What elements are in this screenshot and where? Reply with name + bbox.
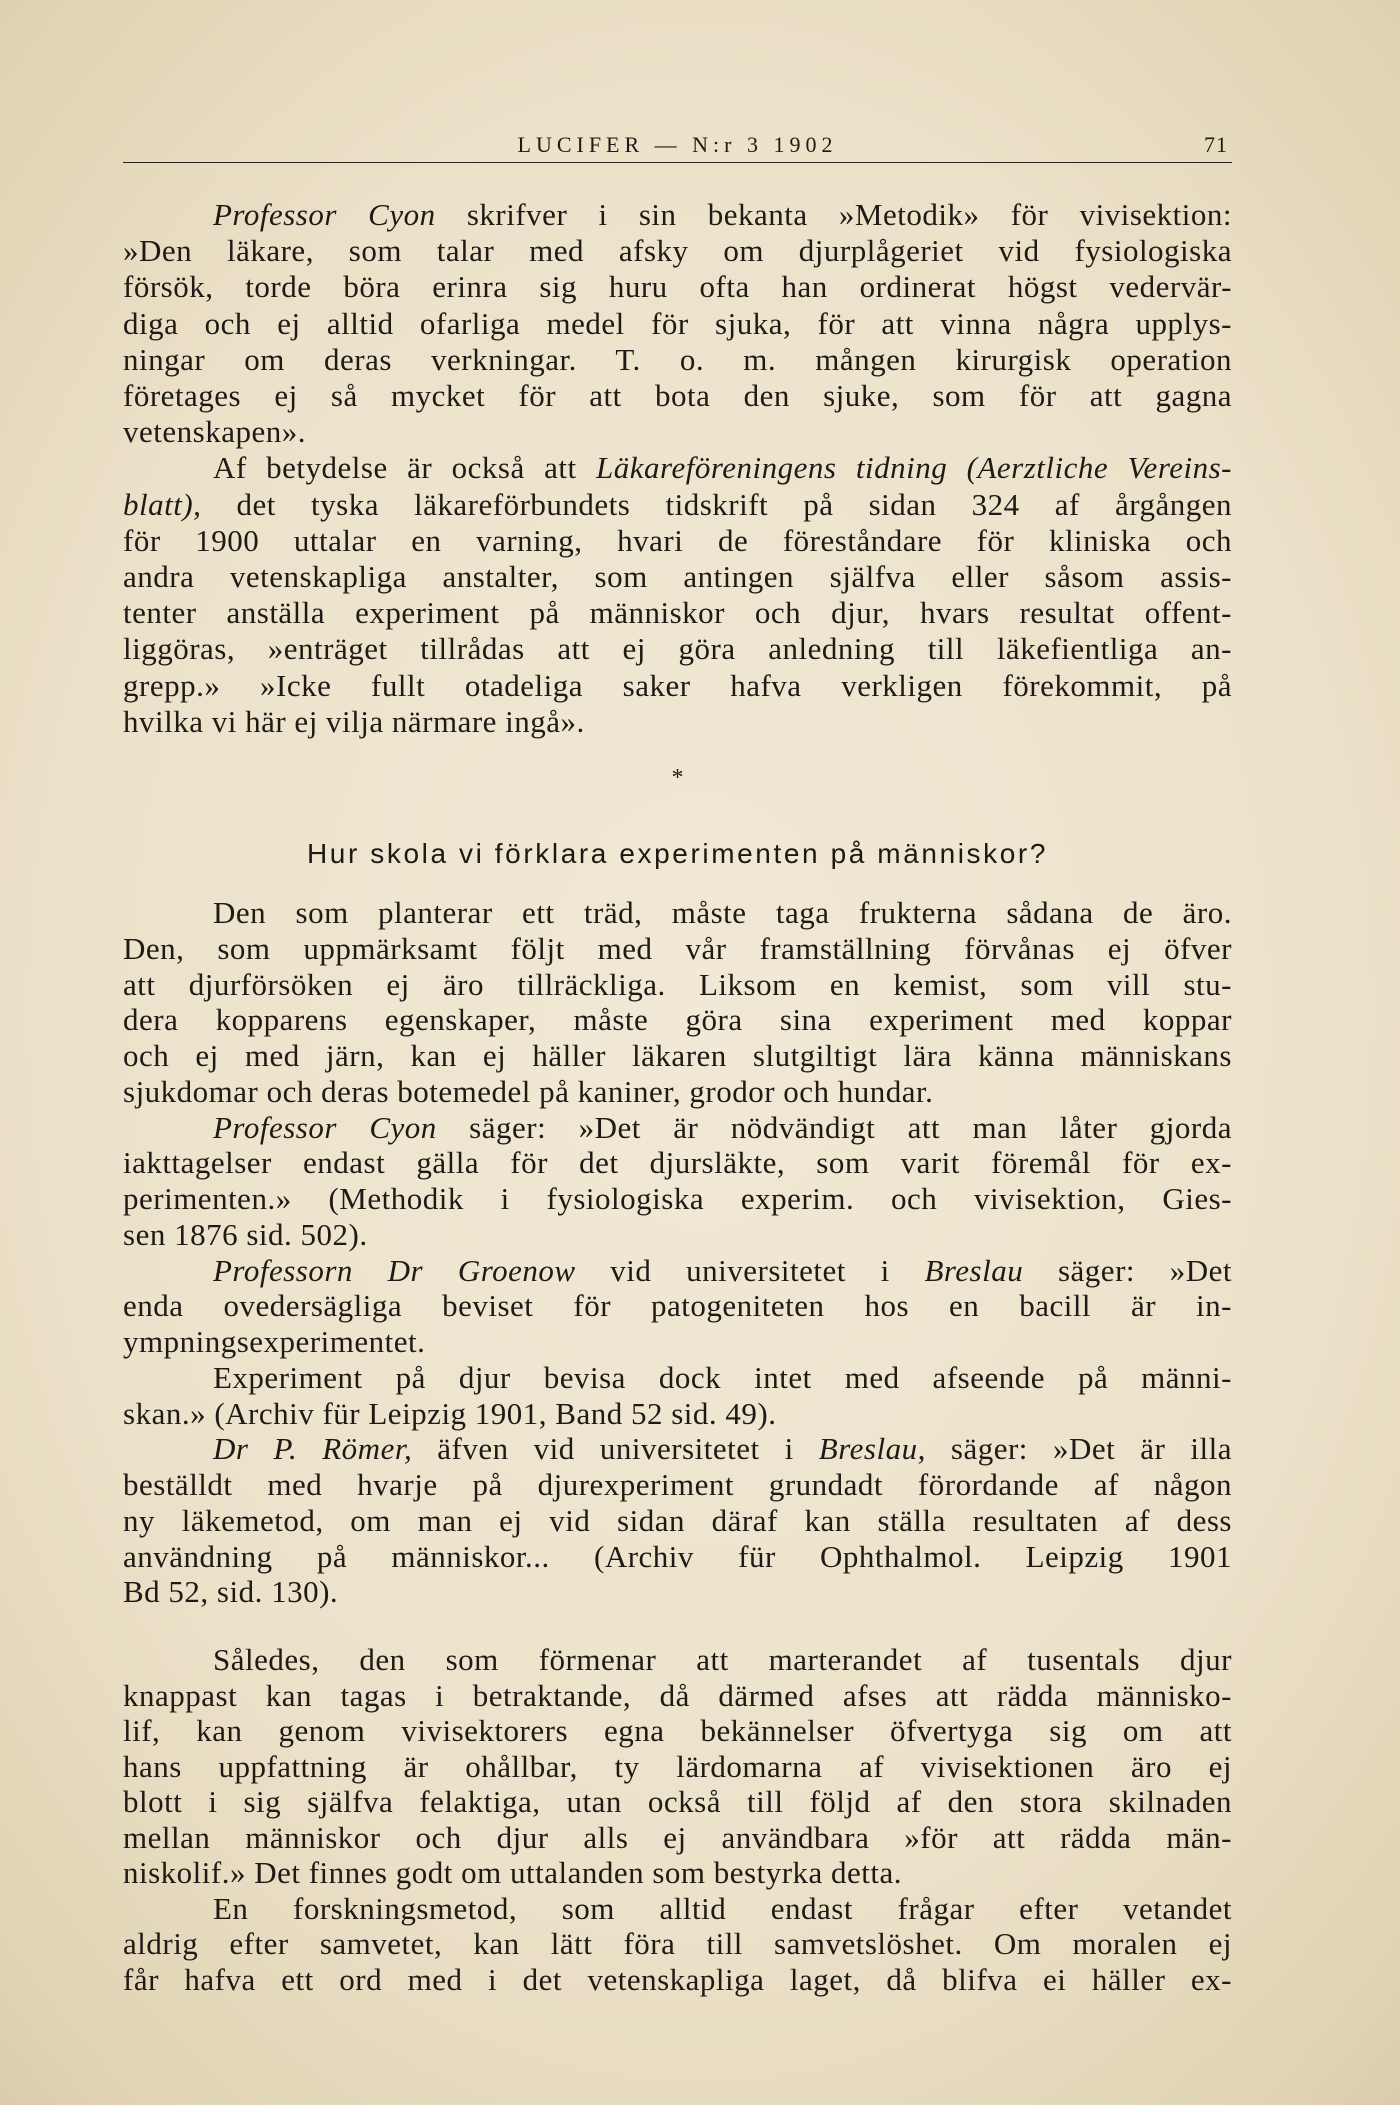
text-line [123, 1074, 1232, 1110]
italic-text: Breslau, [818, 1431, 926, 1467]
text-line [123, 523, 1232, 559]
text-line [123, 1539, 1232, 1575]
text-segment: ningar om deras verkningar. T. o. m. mången kirurgisk operation [123, 341, 1232, 377]
section-separator-asterisk: * [671, 765, 684, 791]
text-segment: diga och ej alltid ofarliga medel för sjuka, för att vinna några upplys- [123, 305, 1232, 341]
text-segment: Den som planterar ett träd, måste taga frukterna sådana de äro. [213, 895, 1232, 930]
paragraph-continued [123, 1891, 1232, 1998]
text-segment: sjukdomar och deras botemedel på kaniner, grodor och hundar. [123, 1073, 934, 1109]
text-line [123, 1784, 1232, 1820]
header-rule [123, 162, 1232, 163]
text-line [123, 1962, 1232, 1998]
text-line [123, 1503, 1232, 1539]
text-segment: att djurförsöken ej äro tillräckliga. Liksom en kemist, som vill stu- [123, 966, 1232, 1002]
text-segment: En forskningsmetod, som alltid endast frågar efter vetandet [213, 1890, 1232, 1926]
text-segment: lif, kan genom vivisektorers egna bekännelser öfvertyga sig om att [123, 1713, 1232, 1748]
text-segment: dera kopparens egenskaper, måste göra sina experiment med koppar [123, 1002, 1232, 1038]
text-segment: »Den läkare, som talar med afsky om djurplågeriet vid fysiologiska [123, 233, 1232, 269]
paragraph [123, 1110, 1232, 1253]
text-line [123, 559, 1232, 595]
text-line [123, 1396, 1232, 1432]
text-line [123, 1713, 1232, 1749]
text-segment: skrifver i sin bekanta »Metodik» för vivisektion: [435, 197, 1233, 232]
text-line [123, 1891, 1232, 1927]
text-segment: för 1900 uttalar en varning, hvari de föreståndare för kliniska och [123, 522, 1232, 558]
text-line [123, 1038, 1232, 1074]
text-segment: grepp.» »Icke fullt otadeliga saker hafva verkligen förekommit, på [123, 667, 1232, 703]
text-segment: vid universitetet i [575, 1252, 925, 1288]
text-line [123, 595, 1232, 631]
italic-text: Läkareföreningens tidning (Aerztliche Vereins- [596, 450, 1232, 486]
running-title: LUCIFER — N:r 3 1902 [517, 132, 838, 157]
text-segment: blott i sig själfva felaktiga, utan också till följd af den stora skilnaden [123, 1784, 1232, 1819]
text-line [123, 1855, 1232, 1891]
text-segment: Den, som uppmärksamt följt med vår framställning förvånas ej öfver [123, 930, 1232, 966]
text-line [123, 1002, 1232, 1038]
text-segment: liggöras, »enträget tillrådas att ej göra anledning till läkefientliga an- [123, 631, 1232, 667]
text-line [123, 1574, 1232, 1610]
paragraph [123, 1253, 1232, 1360]
text-line [123, 1749, 1232, 1785]
text-segment: säger: »Det är nödvändigt att man låter gjorda [436, 1109, 1232, 1145]
text-line [123, 1820, 1232, 1856]
text-line [123, 414, 1232, 450]
text-section-cyon-and-vereinsblatt [123, 197, 1232, 740]
text-line [123, 1642, 1232, 1678]
text-segment: det tyska läkareförbundets tidskrift på sidan 324 af årgången [201, 486, 1232, 522]
text-line [123, 342, 1232, 378]
text-segment: skan.» (Archiv für Leipzig 1901, Band 52 sid. 49). [123, 1395, 777, 1431]
italic-text: Professor Cyon [213, 197, 436, 232]
text-section-conclusion [123, 1642, 1232, 1997]
text-segment: knappast kan tagas i betraktande, då därmed afses att rädda människo- [123, 1677, 1232, 1713]
text-segment: Således, den som förmenar att marterandet af tusentals djur [213, 1642, 1232, 1677]
text-segment: får hafva ett ord med i det vetenskapliga laget, då blifva ei häller ex- [123, 1961, 1232, 1997]
text-segment: försök, torde böra erinra sig huru ofta han ordinerat högst vedervär- [123, 269, 1232, 305]
text-segment: säger: »Det [1023, 1252, 1232, 1288]
text-segment: beställdt med hvarje på djurexperiment grundadt förordande af någon [123, 1467, 1232, 1502]
section-heading: Hur skola vi förklara experimenten på människor? [306, 838, 1049, 869]
text-line [123, 1288, 1232, 1324]
italic-text: Professor Cyon [213, 1109, 437, 1145]
text-segment: vetenskapen». [123, 414, 306, 450]
text-line [123, 967, 1232, 1003]
paragraph [123, 1642, 1232, 1891]
paragraph [123, 1431, 1232, 1610]
text-line [123, 269, 1232, 305]
paragraph [123, 450, 1232, 740]
text-line [123, 631, 1232, 667]
text-line [123, 378, 1232, 414]
text-segment: Experiment på djur bevisa dock intet med afseende på männi- [213, 1359, 1232, 1395]
text-line [123, 233, 1232, 269]
text-line [123, 1360, 1232, 1396]
text-line [123, 1217, 1232, 1253]
text-segment: äfven vid universitetet i [412, 1431, 819, 1467]
text-line [123, 1926, 1232, 1962]
text-line [123, 1431, 1232, 1467]
text-segment: perimenten.» (Methodik i fysiologiska experim. och vivisektion, Gies- [123, 1181, 1232, 1216]
text-segment: tenter anställa experiment på människor och djur, hvars resultat offent- [123, 595, 1232, 631]
text-line [123, 1324, 1232, 1360]
text-line [123, 1253, 1232, 1289]
text-line [123, 1181, 1232, 1217]
italic-text: Dr P. Römer, [213, 1431, 413, 1467]
paragraph [123, 197, 1232, 450]
text-line [123, 1678, 1232, 1714]
text-line [123, 197, 1232, 233]
italic-text: Professorn Dr Groenow [213, 1252, 576, 1288]
running-head [123, 129, 1232, 161]
text-segment: Af betydelse är också att [213, 450, 597, 486]
text-segment: enda ovedersägliga beviset för patogeniteten hos en bacill är in- [123, 1288, 1232, 1324]
text-segment: säger: »Det är illa [925, 1431, 1232, 1467]
text-segment: hans uppfattning är ohållbar, ty lärdomarna af vivisektionen äro ej [123, 1748, 1232, 1784]
text-line [123, 487, 1232, 523]
text-segment: iakttagelser endast gälla för det djursläkte, som varit föremål för ex- [123, 1145, 1232, 1181]
text-segment: sen 1876 sid. 502). [123, 1216, 368, 1252]
text-line [123, 1467, 1232, 1503]
text-section-experiments [123, 895, 1232, 1610]
text-line [123, 450, 1232, 486]
text-segment: andra vetenskapliga anstalter, som antingen själfva eller såsom assis- [123, 559, 1232, 595]
page-number: 71 [1204, 132, 1228, 157]
text-segment: mellan människor och djur alls ej användbara »för att rädda män- [123, 1819, 1232, 1855]
text-segment: företages ej så mycket för att bota den sjuke, som för att gagna [123, 378, 1232, 414]
text-segment: aldrig efter samvetet, kan lätt föra till samvetslöshet. Om moralen ej [123, 1926, 1232, 1961]
text-segment: ny läkemetod, om man ej vid sidan däraf kan ställa resultaten af dess [123, 1502, 1232, 1538]
text-line [123, 668, 1232, 704]
text-segment: användning på människor... (Archiv für Ophthalmol. Leipzig 1901 [123, 1538, 1232, 1574]
text-line [123, 931, 1232, 967]
text-segment: och ej med järn, kan ej häller läkaren slutgiltigt lära känna människans [123, 1038, 1232, 1073]
paragraph [123, 895, 1232, 1110]
text-line [123, 306, 1232, 342]
text-line [123, 895, 1232, 931]
italic-text: Breslau [924, 1252, 1024, 1288]
text-segment: niskolif.» Det finnes godt om uttalanden som bestyrka detta. [123, 1855, 903, 1890]
paragraph [123, 1360, 1232, 1432]
text-segment: ympningsexperimentet. [123, 1324, 426, 1359]
text-line [123, 704, 1232, 740]
italic-text: blatt), [123, 486, 202, 522]
text-segment: hvilka vi här ej vilja närmare ingå». [123, 703, 585, 739]
text-line [123, 1110, 1232, 1146]
text-line [123, 1145, 1232, 1181]
text-segment: Bd 52, sid. 130). [123, 1574, 339, 1610]
